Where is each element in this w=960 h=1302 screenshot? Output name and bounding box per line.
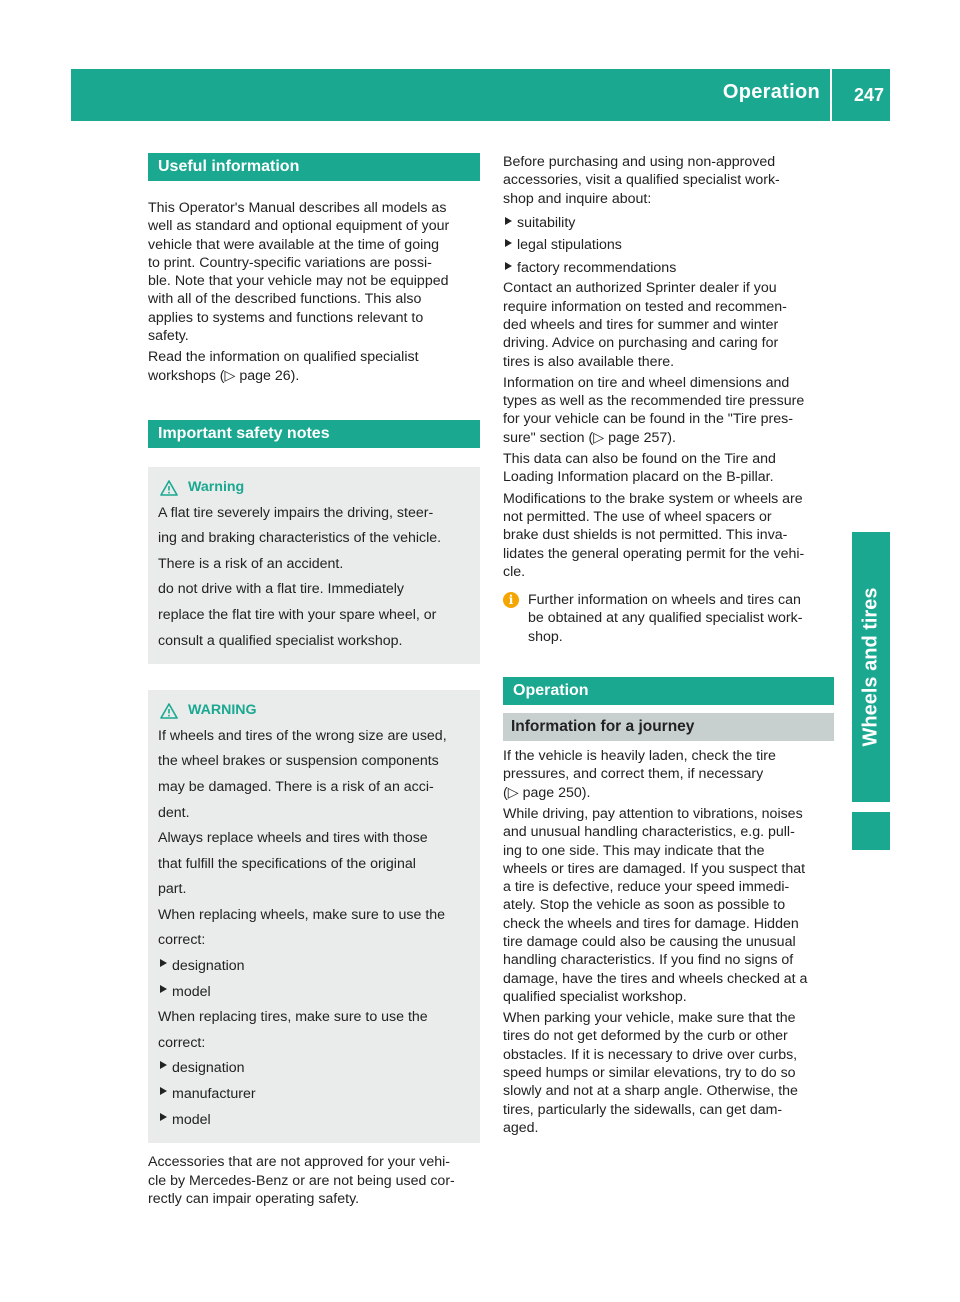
right-column <box>503 153 834 1137</box>
modifications-paragraph: Modifications to the brake system or wheels are not permitted. The use of wheel spacers or brake dust shields is not permitted. This inva- lidates the general operating permit for the vehi- cle. <box>503 490 805 580</box>
page-ref-arrow-icon: ▷ <box>507 784 519 801</box>
list-item: model <box>158 1108 470 1134</box>
list-item: factory recommendations <box>503 257 834 280</box>
intro-paragraph: Before purchasing and using non-approved accessories, visit a qualified specialist work- shop and inquire about: <box>503 154 780 207</box>
page-250-link[interactable]: page 250). <box>522 784 591 801</box>
list-item: suitability <box>503 212 834 235</box>
important-safety-notes-heading: Important safety notes <box>148 420 480 448</box>
useful-information-paragraph: This Operator's Manual describes all models as well as standard and optional equipment of your vehicle that were available at the time of going to print. Country-specific variations are possi- ble. Note that your vehicle may not be equipped with all of the described functions. This also applies to systems and functions relevant to safety. <box>148 200 450 345</box>
parking-paragraph: When parking your vehicle, make sure that the tires do not get deformed by the curb or other obstacles. If it is necessary to drive over curbs, speed humps or similar elevations, try to do so slowly and not at a sharp angle. Otherwise, the tires, particularly the sidewalls, can get dam- aged. <box>503 1010 798 1136</box>
warning-heading: Warning <box>158 475 470 501</box>
accessories-paragraph: Accessories that are not approved for your vehi- cle by Mercedes-Benz or are not being used cor- rectly can impair operating safety. <box>148 1154 455 1207</box>
useful-information-heading: Useful information <box>148 153 480 181</box>
header-bar <box>71 69 890 121</box>
page-ref-arrow-icon: ▷ <box>593 429 605 446</box>
chapter-marker <box>852 812 890 850</box>
warning-text: If wheels and tires of the wrong size are used, the wheel brakes or suspension components may be damaged. There is a risk of an acci- dent. Always replace wheels and tires with those that fulfill the specifications of the original part. When replacing wheels, make sure to use the correct: <box>158 727 447 949</box>
workshops-paragraph: Read the information on qualified specialist workshops (▷ page 26). <box>148 349 419 384</box>
info-icon: i <box>503 592 519 608</box>
page-ref-arrow-icon: ▷ <box>224 367 236 384</box>
chapter-tab-label: Wheels and tires <box>859 587 882 747</box>
left-column <box>148 153 480 1208</box>
section-title: Operation <box>722 81 820 103</box>
info-note: i Further information on wheels and tires can be obtained at any qualified specialist work- shop. <box>503 591 834 646</box>
page-number: 247 <box>853 85 884 105</box>
placard-paragraph: This data can also be found on the Tire and Loading Information placard on the B-pillar. <box>503 451 776 486</box>
list-item: designation <box>158 1056 470 1082</box>
page-257-link[interactable]: page 257). <box>608 429 676 446</box>
warning-box-wheel-size <box>148 690 480 1143</box>
page-26-link[interactable]: page 26). <box>239 367 300 384</box>
warning-heading: WARNING <box>158 698 470 724</box>
warning-box-flat-tire <box>148 467 480 664</box>
laden-paragraph: If the vehicle is heavily laden, check the tire pressures, and correct them, if necessary (▷ page 250). <box>503 748 776 801</box>
operation-heading: Operation <box>503 677 834 705</box>
warning-text: When replacing tires, make sure to use the correct: <box>158 1009 428 1051</box>
warning-triangle-icon <box>160 480 178 496</box>
list-item: manufacturer <box>158 1082 470 1108</box>
list-item: legal stipulations <box>503 234 834 257</box>
contact-dealer-paragraph: Contact an authorized Sprinter dealer if you require information on tested and recommen- ded wheels and tires for summer and winter driving. Advice on purchasing and caring for tires is also available there. <box>503 280 787 370</box>
list-item: designation <box>158 954 470 980</box>
warning-text: A flat tire severely impairs the driving, steer- ing and braking characteristics of the vehicle. There is a risk of an accident. do not drive with a flat tire. Immediately replace the flat tire with your spare wheel, or consult a qualified specialist workshop. <box>158 504 442 649</box>
driving-paragraph: While driving, pay attention to vibrations, noises and unusual handling characteristics, e.g. pull- ing to one side. This may indicate that the wheels or tires are damaged. If you suspect that a tire is defective, reduce your speed immedi- ately. Stop the vehicle as soon as possible to check the wheels and tires for damage. Hidden tire damage could also be causing the unusual handling characteristics. If you find no signs of damage, have the tires and wheels checked at a qualified specialist workshop. <box>503 805 808 1005</box>
warning-triangle-icon <box>160 703 178 719</box>
chapter-tab[interactable] <box>852 532 890 802</box>
journey-subheading: Information for a journey <box>503 713 834 741</box>
header-separator <box>830 69 832 121</box>
list-item: model <box>158 980 470 1006</box>
dimensions-paragraph: Information on tire and wheel dimensions and types as well as the recommended tire pressure for your vehicle can be found in the "Tire pres- sure" section (▷ page 257). <box>503 374 805 446</box>
